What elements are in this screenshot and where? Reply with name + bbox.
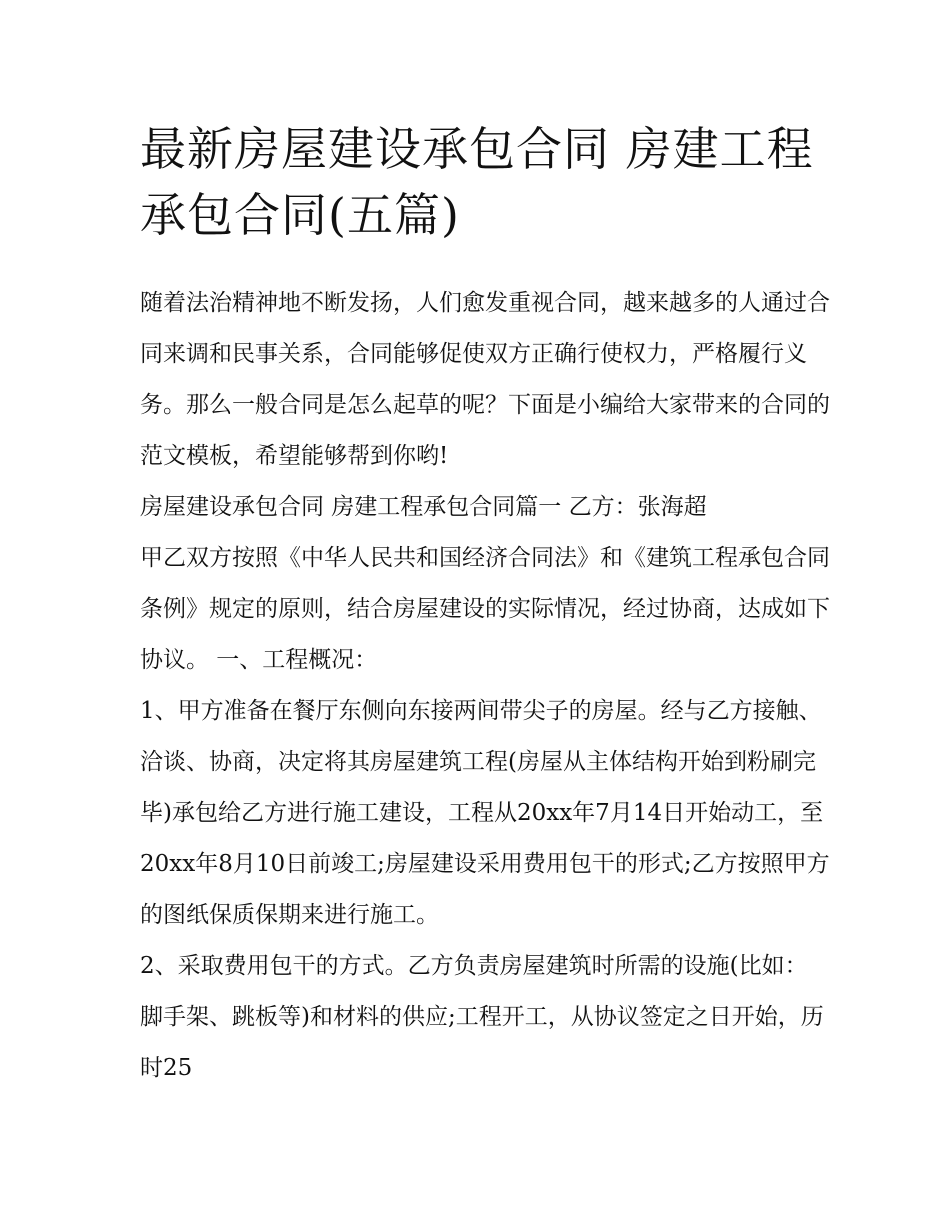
intro-paragraph: 随着法治精神地不断发扬，人们愈发重视合同，越来越多的人通过合同来调和民事关系，合同能够促使双方正确行使权力，严格履行义务。那么一般合同是怎么起草的呢？下面是小编给大家带来的合同的范文模板，希望能够帮到你哟! bbox=[140, 290, 830, 469]
clause-2-paragraph: 2、采取费用包干的方式。乙方负责房屋建筑时所需的设施(比如：脚手架、跳板等)和材料的供应;工程开工，从协议签定之日开始，历时25 bbox=[140, 953, 824, 1081]
agreement-preamble-paragraph: 甲乙双方按照《中华人民共和国经济合同法》和《建筑工程承包合同条例》规定的原则，结合房屋建设的实际情况，经过协商，达成如下协议。 一、工程概况： bbox=[140, 545, 830, 673]
section-heading-paragraph: 房屋建设承包合同 房建工程承包合同篇一 乙方：张海超 bbox=[140, 494, 707, 520]
clause-1-paragraph: 1、甲方准备在餐厅东侧向东接两间带尖子的房屋。经与乙方接触、洽谈、协商，决定将其房屋建筑工程(房屋从主体结构开始到粉刷完毕)承包给乙方进行施工建设，工程从20xx年7月14日开始动工，至20xx年8月10日前竣工;房屋建设采用费用包干的形式;乙方按照甲方的图纸保质保期来进行施工。 bbox=[140, 698, 830, 928]
document-body bbox=[140, 278, 830, 1094]
document-title: 最新房屋建设承包合同 房建工程承包合同(五篇) bbox=[140, 122, 814, 242]
